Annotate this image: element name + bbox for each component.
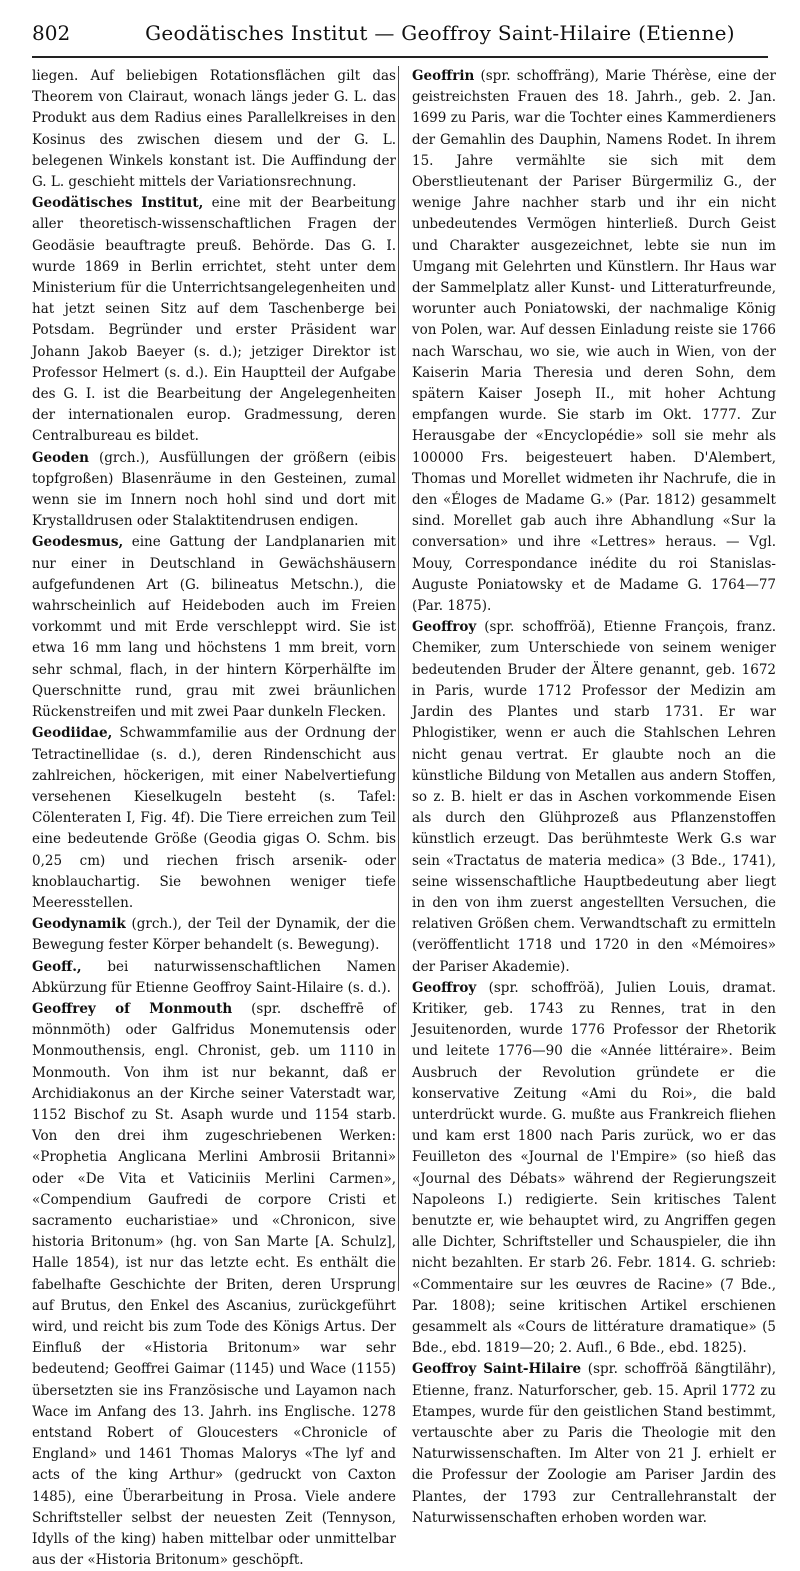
entry bbox=[32, 448, 396, 533]
page-header bbox=[32, 12, 768, 58]
entry-headword: Geodynamik bbox=[32, 916, 126, 933]
entry-text: eine Gattung der Landplanarien mit nur einer in Deutschland in Gewächshäusern aufgefundenen Art (G. bilineatus Metschn.), die wahrscheinlich auf Heideboden auch im Freien vorkommt und mit Erde verschleppt wird. Sie ist etwa 16 mm lang und höchstens 1 mm breit, vorn sehr schmal, flach, in der hintern Körperhälfte im Querschnitte rund, grau mit zwei bräunlichen Rückenstreifen und mit zwei Paar dunkeln Flecken. bbox=[32, 534, 396, 721]
entry-text: (grch.), der Teil der Dynamik, der die Bewegung fester Körper behandelt (s. Bewegung). bbox=[32, 916, 396, 954]
entry-text: liegen. Auf beliebigen Rotationsflächen gilt das Theorem von Clairaut, wonach längs jeder G. L. das Produkt aus dem Radius eines Parallelkreises in den Kosinus des zwischen diesem und der G. L. belegenen Winkels konstant ist. Die Auffindung der G. L. geschieht mittels der Variationsrechnung. bbox=[32, 68, 396, 191]
left-column bbox=[32, 66, 396, 1571]
running-title: Geodätisches Institut — Geoffroy Saint-Hilaire (Etienne) bbox=[145, 21, 735, 45]
entry-headword: Geoff., bbox=[32, 958, 82, 975]
entry bbox=[412, 66, 776, 617]
entry bbox=[32, 193, 396, 447]
entry bbox=[32, 999, 396, 1571]
entry-headword: Geoffroy Saint-Hilaire bbox=[412, 1361, 582, 1378]
entry-headword: Geodätisches Institut, bbox=[32, 195, 204, 212]
column-divider bbox=[398, 66, 399, 1291]
entry-headword: Geoffroy bbox=[412, 979, 477, 996]
entry-text: (spr. dscheffrē of mönnmöth) oder Galfridus Monemutensis oder Monmouthensis, engl. Chronist, geb. um 1110 in Monmouth. Von ihm ist nur bekannt, daß er Archidiakonus an der Kirche seiner Vaterstadt war, 1152 Bischof zu St. Asaph wurde und 1154 starb. Von den drei ihm zugeschriebenen Werken: «Prophetia Anglicana Merlini Ambrosii Britanni» oder «De Vita et Vaticiniis Merlini Carmen», «Compendium Gaufredi de corpore Cristi et sacramento eucharistiae» und «Chronicon, sive historia Britonum» (hg. von San Marte [A. Schulz], Halle 1854), ist nur das letzte echt. Es enthält die fabelhafte Geschichte der Briten, deren Ursprung auf Brutus, den Enkel des Ascanius, zurückgeführt wird, und reicht bis zum Tode des Königs Artus. Der Einfluß der «Historia Britonum» war sehr bedeutend; Geoffrei Gaimar (1145) und Wace (1155) übersetzten sie ins Französische und Layamon nach Wace im Anfang des 13. Jahrh. ins Englische. 1278 entstand Robert of Gloucesters «Chronicle of England» und 1461 Thomas Malorys «The lyf and acts of the king Arthur» (gedruckt von Caxton 1485), eine Überarbeitung in Prosa. Viele andere Schriftsteller selbst der neuesten Zeit (Tennyson, Idylls of the king) haben mittelbar oder unmittelbar aus der «Historia Britonum» geschöpft. bbox=[32, 1000, 396, 1569]
entry-headword: Geoffrin bbox=[412, 68, 475, 84]
page-number: 802 bbox=[32, 21, 71, 45]
entry-text: (spr. schoffröă ßängtilähr), Etienne, franz. Naturforscher, geb. 15. April 1772 zu Etampes, wurde für den geistlichen Stand bestimmt, vertauschte aber zu Paris die Theologie mit den Naturwissenschaften. Im Alter von 21 J. erhielt er die Professur der Zoologie am Pariser Jardin des Plantes, der 1793 zur Centrallehranstalt der Naturwissenschaften erhoben worden war. bbox=[412, 1361, 776, 1526]
entry-text: eine mit der Bearbeitung aller theoretisch-wissenschaftlichen Fragen der Geodäsie beauftragte preuß. Behörde. Das G. I. wurde 1869 in Berlin errichtet, steht unter dem Ministerium für die Unterrichtsangelegenheiten und hat jetzt seinen Sitz auf dem Taschenberge bei Potsdam. Begründer und erster Präsident war Johann Jakob Baeyer (s. d.); jetziger Direktor ist Professor Helmert (s. d.). Ein Hauptteil der Aufgabe des G. I. ist die Bearbeitung der Angelegenheiten der internationalen europ. Gradmessung, deren Centralbureau es bildet. bbox=[32, 195, 397, 445]
entry bbox=[412, 1359, 776, 1529]
entry-text: bei naturwissenschaftlichen Namen Abkürzung für Etienne Geoffroy Saint-Hilaire (s. d.). bbox=[32, 958, 396, 996]
entry-headword: Geodiidae, bbox=[32, 725, 113, 742]
entry bbox=[32, 532, 396, 723]
entry-headword: Geoden bbox=[32, 449, 89, 466]
entry bbox=[412, 978, 776, 1360]
entry-headword: Geoffrey of Monmouth bbox=[32, 1000, 233, 1017]
entry-headword: Geodesmus, bbox=[32, 534, 124, 551]
entry-text: (spr. schoffröă), Etienne François, franz. Chemiker, zum Unterschiede von seinem weniger bedeutenden Bruder der Ältere genannt, geb. 1672 in Paris, wurde 1712 Professor der Medizin am Jardin des Plantes und starb 1731. Er war Phlogistiker, wenn er auch die Stahlschen Lehren nicht genau vertrat. Er glaubte noch an die künstliche Bildung von Metallen aus andern Stoffen, so z. B. hielt er das in Aschen vorkommende Eisen als durch den Glühprozeß aus Pflanzenstoffen künstlich erzeugt. Das berühmteste Werk G.s war sein «Tractatus de materia medica» (3 Bde., 1741), seine wissenschaftliche Hauptbedeutung aber liegt in den von ihm zuerst angestellten Versuchen, die relativen Größen chem. Verwandtschaft zu ermitteln (veröffentlicht 1718 und 1720 in den «Mémoires» der Pariser Akademie). bbox=[412, 619, 776, 975]
entry-headword: Geoffroy bbox=[412, 619, 477, 636]
entry bbox=[32, 66, 396, 193]
entry-text: (grch.), Ausfüllungen der größern (eibis topfgroßen) Blasenräume in den Gesteinen, zumal wenn sie im Innern noch hohl sind und dort mit Krystalldrusen oder Stalaktitendrusen endigen. bbox=[32, 449, 396, 530]
entry bbox=[32, 957, 396, 999]
entry-text: Schwammfamilie aus der Ordnung der Tetractinellidae (s. d.), deren Rindenschicht aus zahlreichen, höckerigen, mit einer Nabelvertiefung versehenen Kieselkugeln besteht (s. Tafel: Cölenteraten I, Fig. 4f). Die Tiere erreichen zum Teil eine bedeutende Größe (Geodia gigas O. Schm. bis 0,25 cm) und riechen frisch arsenik- oder knoblauchartig. Sie bewohnen weniger tiefe Meeresstellen. bbox=[32, 725, 396, 911]
entry-text: (spr. schoffräng), Marie Thérèse, eine der geistreichsten Frauen des 18. Jahrh., geb. 2. Jan. 1699 zu Paris, war die Tochter eines Kammerdieners der Gemahlin des Dauphin, Namens Rodet. In ihrem 15. Jahre vermählte sie sich mit dem Oberstlieutenant der Pariser Bürgermiliz G., der wenige Jahre nachher starb und ihr ein nicht unbedeutendes Vermögen hinterließ. Durch Geist und Charakter ausgezeichnet, lebte sie nun im Umgang mit Gelehrten und Künstlern. Ihr Haus war der Sammelplatz aller Kunst- und Litteraturfreunde, worunter auch Poniatowski, der nachmalige König von Polen, war. Auf dessen Einladung reiste sie 1766 nach Warschau, wo sie, wie auch in Wien, von der Kaiserin Maria Theresia und deren Sohn, dem spätern Kaiser Joseph II., mit hoher Achtung empfangen wurde. Sie starb im Okt. 1777. Zur Herausgabe der «Encyclopédie» soll sie mehr als 100000 Frs. beigesteuert haben. D'Alembert, Thomas und Morellet widmeten ihr Nachrufe, die in den «Éloges de Madame G.» (Par. 1812) gesammelt sind. Morellet gab auch ihre Abhandlung «Sur la conversation» und ihre «Lettres» heraus. — Vgl. Mouy, Correspondance inédite du roi Stanislas-Auguste Poniatowsky et de Madame G. 1764—77 (Par. 1875). bbox=[412, 68, 776, 615]
entry bbox=[412, 617, 776, 977]
entry bbox=[32, 723, 396, 914]
right-column bbox=[412, 66, 776, 1529]
entry bbox=[32, 914, 396, 956]
entry-text: (spr. schoffröă), Julien Louis, dramat. Kritiker, geb. 1743 zu Rennes, trat in den Jesuitenorden, wurde 1776 Professor der Rhetorik und leitete 1776—90 die «Année littéraire». Beim Ausbruch der Revolution gründete er die konservative Zeitung «Ami du Roi», die bald unterdrückt wurde. G. mußte aus Frankreich fliehen und kam erst 1800 nach Paris zurück, wo er das Feuilleton des «Journal de l'Empire» (so hieß das «Journal des Débats» während der Regierungszeit Napoleons I.) redigierte. Sein kritisches Talent benutzte er, wie behauptet wird, zu Angriffen gegen alle Dichter, Schriftsteller und Schauspieler, die ihn nicht bezahlten. Er starb 26. Febr. 1814. G. schrieb: «Commentaire sur les œuvres de Racine» (7 Bde., Par. 1808); seine kritischen Artikel erschienen gesammelt als «Cours de littérature dramatique» (5 Bde., ebd. 1819—20; 2. Aufl., 6 Bde., ebd. 1825). bbox=[412, 979, 776, 1357]
